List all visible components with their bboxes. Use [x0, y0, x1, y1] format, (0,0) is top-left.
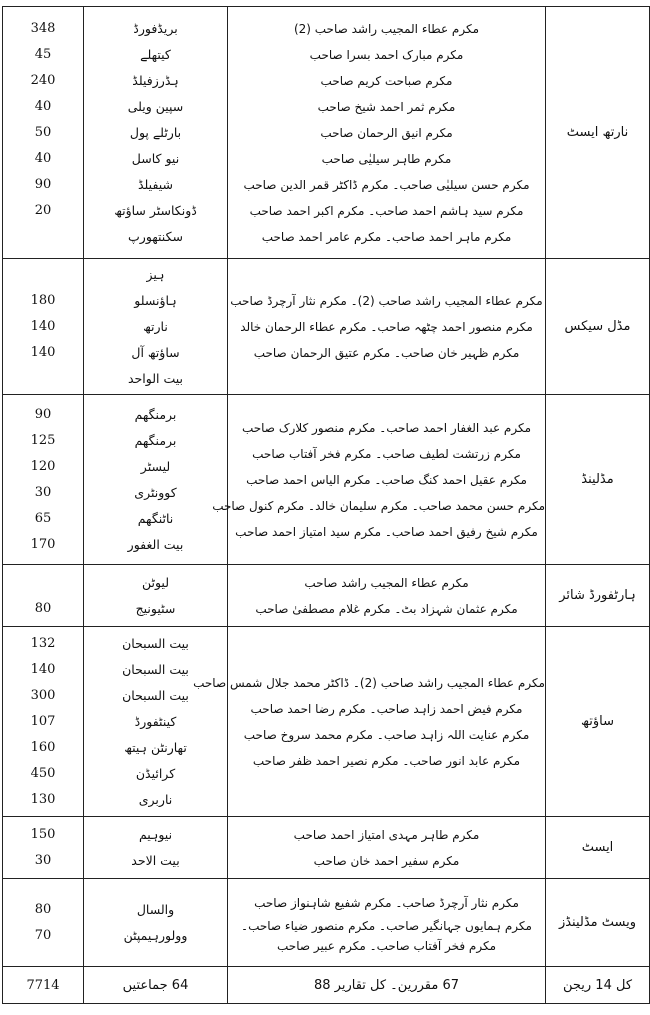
places-list: [84, 631, 227, 813]
numbers-cell: [3, 259, 84, 395]
attendance-number: 348: [30, 20, 56, 36]
speaker-line: مکرم عطاء المجیب راشد صاحب (2)۔ ڈاکٹر محمد جلال شمس صاحب: [193, 675, 545, 690]
attendance-number: 140: [30, 318, 56, 334]
attendance-number: 30: [34, 484, 52, 500]
speakers-cell: [228, 565, 546, 627]
attendance-number: 120: [30, 458, 56, 474]
attendance-number: 140: [30, 344, 56, 360]
attendance-number: 300: [30, 687, 56, 703]
jamaat-name: لیوٹن: [141, 574, 170, 590]
attendance-number: [3, 570, 83, 596]
jamaat-name: ہاؤنسلو: [134, 292, 177, 308]
attendance-number: 107: [30, 713, 56, 729]
speaker-line: مکرم منصور احمد چٹھہ صاحب۔ مکرم عطاء الرحمان خالد: [240, 319, 533, 334]
speaker-line: مکرم مبارک احمد بسرا صاحب: [309, 47, 464, 62]
attendance-number: 180: [30, 292, 56, 308]
region-row: [3, 627, 650, 817]
speakers-list: [193, 670, 545, 774]
totals-row: [3, 967, 650, 1004]
speakers-list: [228, 288, 545, 366]
speaker-line: مکرم سید ہاشم احمد صاحب۔ مکرم اکبر احمد صاحب: [249, 203, 524, 218]
speaker-line: مکرم ماہر احمد صاحب۔ مکرم عامر احمد صاحب: [261, 229, 512, 244]
jamaat-name: سٹیونیج: [135, 600, 176, 616]
speaker-line: مکرم فیض احمد زاہد صاحب۔ مکرم رضا احمد صاحب: [250, 701, 523, 716]
region-name: ایسٹ: [546, 817, 650, 879]
speaker-line: مکرم عطاء المجیب راشد صاحب: [304, 575, 469, 590]
speakers-list: [228, 16, 545, 250]
attendance-number: 160: [30, 739, 56, 755]
region-name: مڈلینڈ: [546, 395, 650, 565]
speaker-line: مکرم عطاء المجیب راشد صاحب (2)۔ مکرم نثار آرچرڈ صاحب: [230, 293, 543, 308]
numbers-list: [3, 897, 83, 949]
region-name: ہارٹفورڈ شائر: [546, 565, 650, 627]
speaker-line: مکرم طاہر سیلیٰی صاحب: [321, 151, 452, 166]
attendance-number: 40: [34, 150, 52, 166]
speakers-cell: [228, 7, 546, 259]
jamaat-name: بارٹلے پول: [129, 124, 182, 140]
jamaat-name: نارتھ: [143, 318, 168, 334]
attendance-number: 150: [30, 826, 56, 842]
jamaat-name: ہیز: [146, 266, 165, 282]
region-row: [3, 879, 650, 967]
speaker-line: مکرم طاہر مہدی امتیاز احمد صاحب: [293, 827, 480, 842]
places-cell: [84, 259, 228, 395]
speaker-line: مکرم عقیل احمد کنگ صاحب۔ مکرم الیاس احمد صاحب: [246, 472, 527, 487]
attendance-number: 45: [34, 46, 52, 62]
speaker-line: مکرم عنایت اللہ زاہد صاحب۔ مکرم محمد سروخ صاحب: [243, 727, 530, 742]
attendance-number: 140: [30, 661, 56, 677]
places-cell: [84, 879, 228, 967]
speakers-cell: [228, 259, 546, 395]
jamaat-name: تھارنٹن ہیتھ: [124, 739, 187, 755]
speakers-list: [228, 570, 545, 622]
speaker-line: مکرم ظہیر خان صاحب۔ مکرم عتیق الرحمان صاحب: [253, 345, 520, 360]
region-row: [3, 7, 650, 259]
region-row: [3, 395, 650, 565]
attendance-number: 30: [34, 852, 52, 868]
jamaat-name: بیت الاحد: [131, 852, 180, 868]
attendance-number: [3, 262, 83, 288]
numbers-list: [3, 822, 83, 874]
jamaat-name: سپین ویلی: [127, 98, 184, 114]
places-list: [84, 822, 227, 874]
jamaat-name: والسال: [136, 901, 175, 917]
speaker-line: مکرم حسن محمد صاحب۔ مکرم سلیمان خالد۔ مکرم کنول صاحب: [212, 498, 545, 513]
numbers-cell: [3, 565, 84, 627]
jamaat-name: نیو کاسل: [131, 150, 180, 166]
attendance-number: 80: [34, 600, 52, 616]
jamaat-name: ساؤتھ آل: [131, 344, 180, 360]
speakers-cell: [212, 395, 546, 565]
numbers-list: [3, 16, 83, 250]
numbers-cell: [3, 817, 84, 879]
numbers-cell: [3, 7, 84, 259]
jamaat-name: بیت الواحد: [128, 370, 183, 386]
attendance-number: 65: [34, 510, 52, 526]
table-body: [3, 7, 650, 1004]
places-list: [84, 262, 227, 392]
jamaat-name: سکنتھورپ: [128, 228, 183, 244]
speaker-line: مکرم سفیر احمد خان صاحب: [313, 853, 460, 868]
speakers-cell: [228, 879, 546, 967]
places-cell: [84, 627, 228, 817]
jamaat-name: وولورہیمپٹن: [123, 927, 188, 943]
region-row: [3, 259, 650, 395]
jamaat-name: بریڈفورڈ: [133, 20, 178, 36]
jamaat-name: کوونٹری: [134, 484, 177, 500]
jamaat-name: برمنگھم: [134, 406, 177, 422]
jamaat-name: بیت السبحان: [122, 687, 189, 703]
speaker-line: مکرم عابد انور صاحب۔ مکرم نصیر احمد ظفر صاحب: [252, 753, 521, 768]
jamaat-name: برمنگھم: [134, 432, 177, 448]
jamaat-name: کینٹفورڈ: [134, 713, 177, 729]
places-list: [84, 16, 227, 250]
places-list: [84, 570, 227, 622]
speaker-line: مکرم شیخ رفیق احمد صاحب۔ مکرم سید امتیاز احمد صاحب: [235, 524, 538, 539]
total-jamaats: 64 جماعتیں: [84, 967, 228, 1004]
speaker-line: مکرم زرتشت لطیف صاحب۔ مکرم فخر آفتاب صاحب: [252, 446, 521, 461]
jamaat-name: ناٹنگھم: [137, 510, 174, 526]
numbers-list: [3, 402, 83, 558]
jamaat-name: بیت الغفور: [127, 536, 184, 552]
attendance-number: 20: [34, 202, 52, 218]
attendance-number: 90: [34, 406, 52, 422]
jamaat-name: شیفیلڈ: [137, 176, 174, 192]
speakers-list: [228, 890, 545, 956]
speakers-list: [228, 822, 545, 874]
jamaat-name: لیسٹر: [140, 458, 171, 474]
places-cell: [84, 7, 228, 259]
jamaat-name: بیت السبحان: [122, 661, 189, 677]
attendance-number: [3, 366, 83, 392]
speakers-list: [212, 415, 545, 545]
speaker-line: مکرم عطاء المجیب راشد صاحب (2): [293, 21, 480, 36]
total-regions: کل 14 ریجن: [546, 967, 650, 1004]
speaker-line: مکرم ثمر احمد شیخ صاحب: [317, 99, 456, 114]
speaker-line: مکرم حسن سیلیٰی صاحب۔ مکرم ڈاکٹر قمر الدین صاحب: [243, 177, 530, 192]
places-cell: [84, 395, 228, 565]
attendance-number: 170: [30, 536, 56, 552]
attendance-number: [3, 224, 83, 250]
attendance-number: 450: [30, 765, 56, 781]
speaker-line: مکرم انیق الرحمان صاحب: [320, 125, 453, 140]
attendance-number: 90: [34, 176, 52, 192]
jamaat-name: کرائیڈن: [135, 765, 176, 781]
attendance-number: 50: [34, 124, 52, 140]
jamaat-name: ناربری: [138, 791, 173, 807]
region-name: ویسٹ مڈلینڈز: [546, 879, 650, 967]
numbers-cell: [3, 627, 84, 817]
speaker-line: مکرم ہمایوں جہانگیر صاحب۔ مکرم منصور ضیاء صاحب۔ مکرم فخر آفتاب صاحب۔ مکرم عبیر صاحب: [241, 918, 532, 953]
speaker-line: مکرم عبد الغفار احمد صاحب۔ مکرم منصور کلارک صاحب: [241, 420, 532, 435]
region-row: [3, 565, 650, 627]
jamaat-name: کیتھلے: [140, 46, 171, 62]
numbers-list: [3, 262, 83, 392]
speakers-table: [2, 6, 650, 1004]
jamaat-name: نیوہیم: [138, 826, 173, 842]
region-name: ساؤتھ: [546, 627, 650, 817]
total-speakers: 67 مقررین۔ کل تقاریر 88: [228, 967, 546, 1004]
jamaat-name: بیت السبحان: [122, 635, 189, 651]
speaker-line: مکرم صباحت کریم صاحب: [320, 73, 453, 88]
region-name: مڈل سیکس: [546, 259, 650, 395]
attendance-number: 80: [34, 901, 52, 917]
numbers-cell: [3, 395, 84, 565]
places-cell: [84, 565, 228, 627]
total-number: 7714: [3, 967, 84, 1004]
numbers-list: [3, 570, 83, 622]
attendance-number: 40: [34, 98, 52, 114]
speakers-cell: [228, 817, 546, 879]
jamaat-name: ہڈرزفیلڈ: [132, 72, 179, 88]
places-cell: [84, 817, 228, 879]
speakers-cell: [193, 627, 546, 817]
places-list: [84, 402, 227, 558]
region-name: نارتھ ایسٹ: [546, 7, 650, 259]
numbers-cell: [3, 879, 84, 967]
attendance-number: 132: [30, 635, 56, 651]
attendance-number: 240: [30, 72, 56, 88]
attendance-number: 125: [30, 432, 56, 448]
speaker-line: مکرم نثار آرچرڈ صاحب۔ مکرم شفیع شاہنواز صاحب: [254, 895, 519, 910]
places-list: [84, 897, 227, 949]
attendance-number: 70: [34, 927, 52, 943]
attendance-number: 130: [30, 791, 56, 807]
jamaat-name: ڈونکاسٹر ساؤتھ: [114, 202, 197, 218]
numbers-list: [3, 631, 83, 813]
region-row: [3, 817, 650, 879]
speaker-line: مکرم عثمان شہزاد بٹ۔ مکرم غلام مصطفیٰ صاحب: [255, 601, 518, 616]
